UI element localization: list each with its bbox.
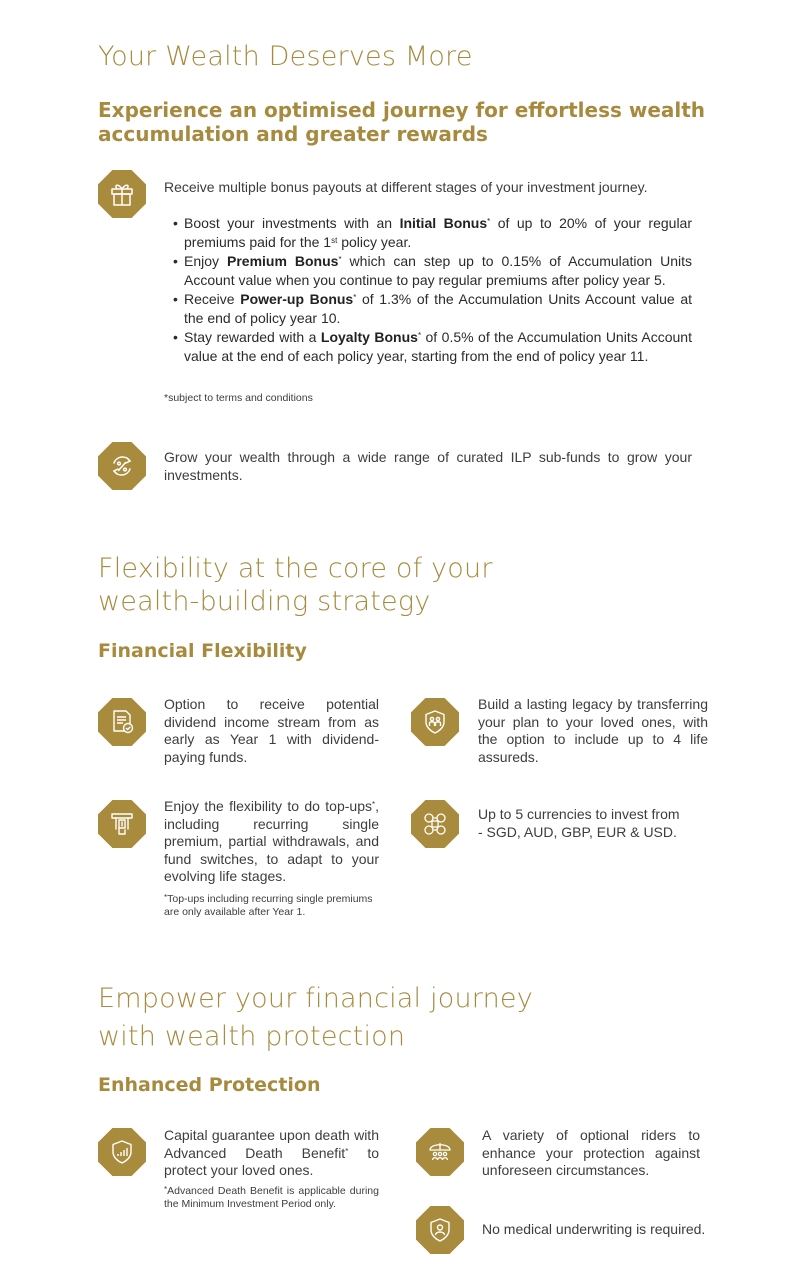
- section3-subtitle: Enhanced Protection: [98, 1074, 321, 1096]
- bonus-item-initial: • Boost your investments with an Initial Bonus* of up to 20% of your regular premiums paid for the 1st policy year.: [166, 214, 692, 252]
- bonus-item-powerup: • Receive Power-up Bonus* of 1.3% of the Accumulation Units Account value at the end of policy year 10.: [166, 290, 692, 328]
- legacy-text: Build a lasting legacy by transferring your plan to your loved ones, with the option to include up to 4 life assureds.: [478, 696, 708, 765]
- bonus-list: [166, 214, 692, 366]
- section2-title-line2: wealth-building strategy: [98, 586, 431, 617]
- document-check-icon: [98, 698, 146, 746]
- section1-subtitle-line2: accumulation and greater rewards: [98, 122, 488, 146]
- umbrella-people-icon: [416, 1128, 464, 1176]
- funds-text: Grow your wealth through a wide range of curated ILP sub-funds to grow your investments.: [164, 449, 692, 483]
- capital-note: *Advanced Death Benefit is applicable during the Minimum Investment Period only.: [164, 1185, 379, 1210]
- shield-growth-icon: [98, 1128, 146, 1176]
- terms-note: *subject to terms and conditions: [164, 392, 313, 404]
- currency-text: [478, 806, 718, 841]
- shield-person-icon: [416, 1206, 464, 1254]
- currency-line2: - SGD, AUD, GBP, EUR & USD.: [478, 823, 677, 840]
- topup-note: *Top-ups including recurring single premiums are only available after Year 1.: [164, 893, 373, 918]
- family-shield-icon: [411, 698, 459, 746]
- section3-title-line1: Empower your financial journey: [98, 983, 533, 1014]
- currency-exchange-icon: [411, 800, 459, 848]
- section1-subtitle-line1: Experience an optimised journey for effortless wealth: [98, 98, 706, 122]
- section2-title-line1: Flexibility at the core of your: [98, 553, 493, 584]
- section2-title: [98, 552, 618, 618]
- currency-line1: Up to 5 currencies to invest from: [478, 806, 680, 822]
- bonus-item-loyalty: • Stay rewarded with a Loyalty Bonus* of 0.5% of the Accumulation Units Account value at the end of each policy year, starting from the end of policy year 11.: [166, 328, 692, 366]
- section2-subtitle: Financial Flexibility: [98, 640, 307, 662]
- topup-text: Enjoy the flexibility to do top-ups*, including recurring single premium, partial withdrawals, and fund switches, to adapt to your evolving life stages.: [164, 798, 379, 884]
- section3-title-line2: with wealth protection: [98, 1021, 406, 1052]
- section3-title: [98, 980, 658, 1056]
- riders-text: A variety of optional riders to enhance your protection against unforeseen circumstances.: [482, 1127, 700, 1178]
- bonus-intro: Receive multiple bonus payouts at different stages of your investment journey.: [164, 179, 648, 195]
- gift-icon: [98, 170, 146, 218]
- section1-subtitle: [98, 98, 718, 146]
- withdraw-hand-icon: [98, 800, 146, 848]
- bonus-item-premium: • Enjoy Premium Bonus* which can step up to 0.15% of Accumulation Units Account value when you continue to pay regular premiums after policy year 5.: [166, 252, 692, 290]
- capital-text: Capital guarantee upon death with Advanced Death Benefit* to protect your loved ones.: [164, 1127, 379, 1178]
- dividend-text: Option to receive potential dividend income stream from as early as Year 1 with dividend-paying funds.: [164, 696, 379, 765]
- section1-title: Your Wealth Deserves More: [98, 41, 473, 72]
- percent-cycle-icon: [98, 442, 146, 490]
- medical-text: No medical underwriting is required.: [482, 1221, 706, 1237]
